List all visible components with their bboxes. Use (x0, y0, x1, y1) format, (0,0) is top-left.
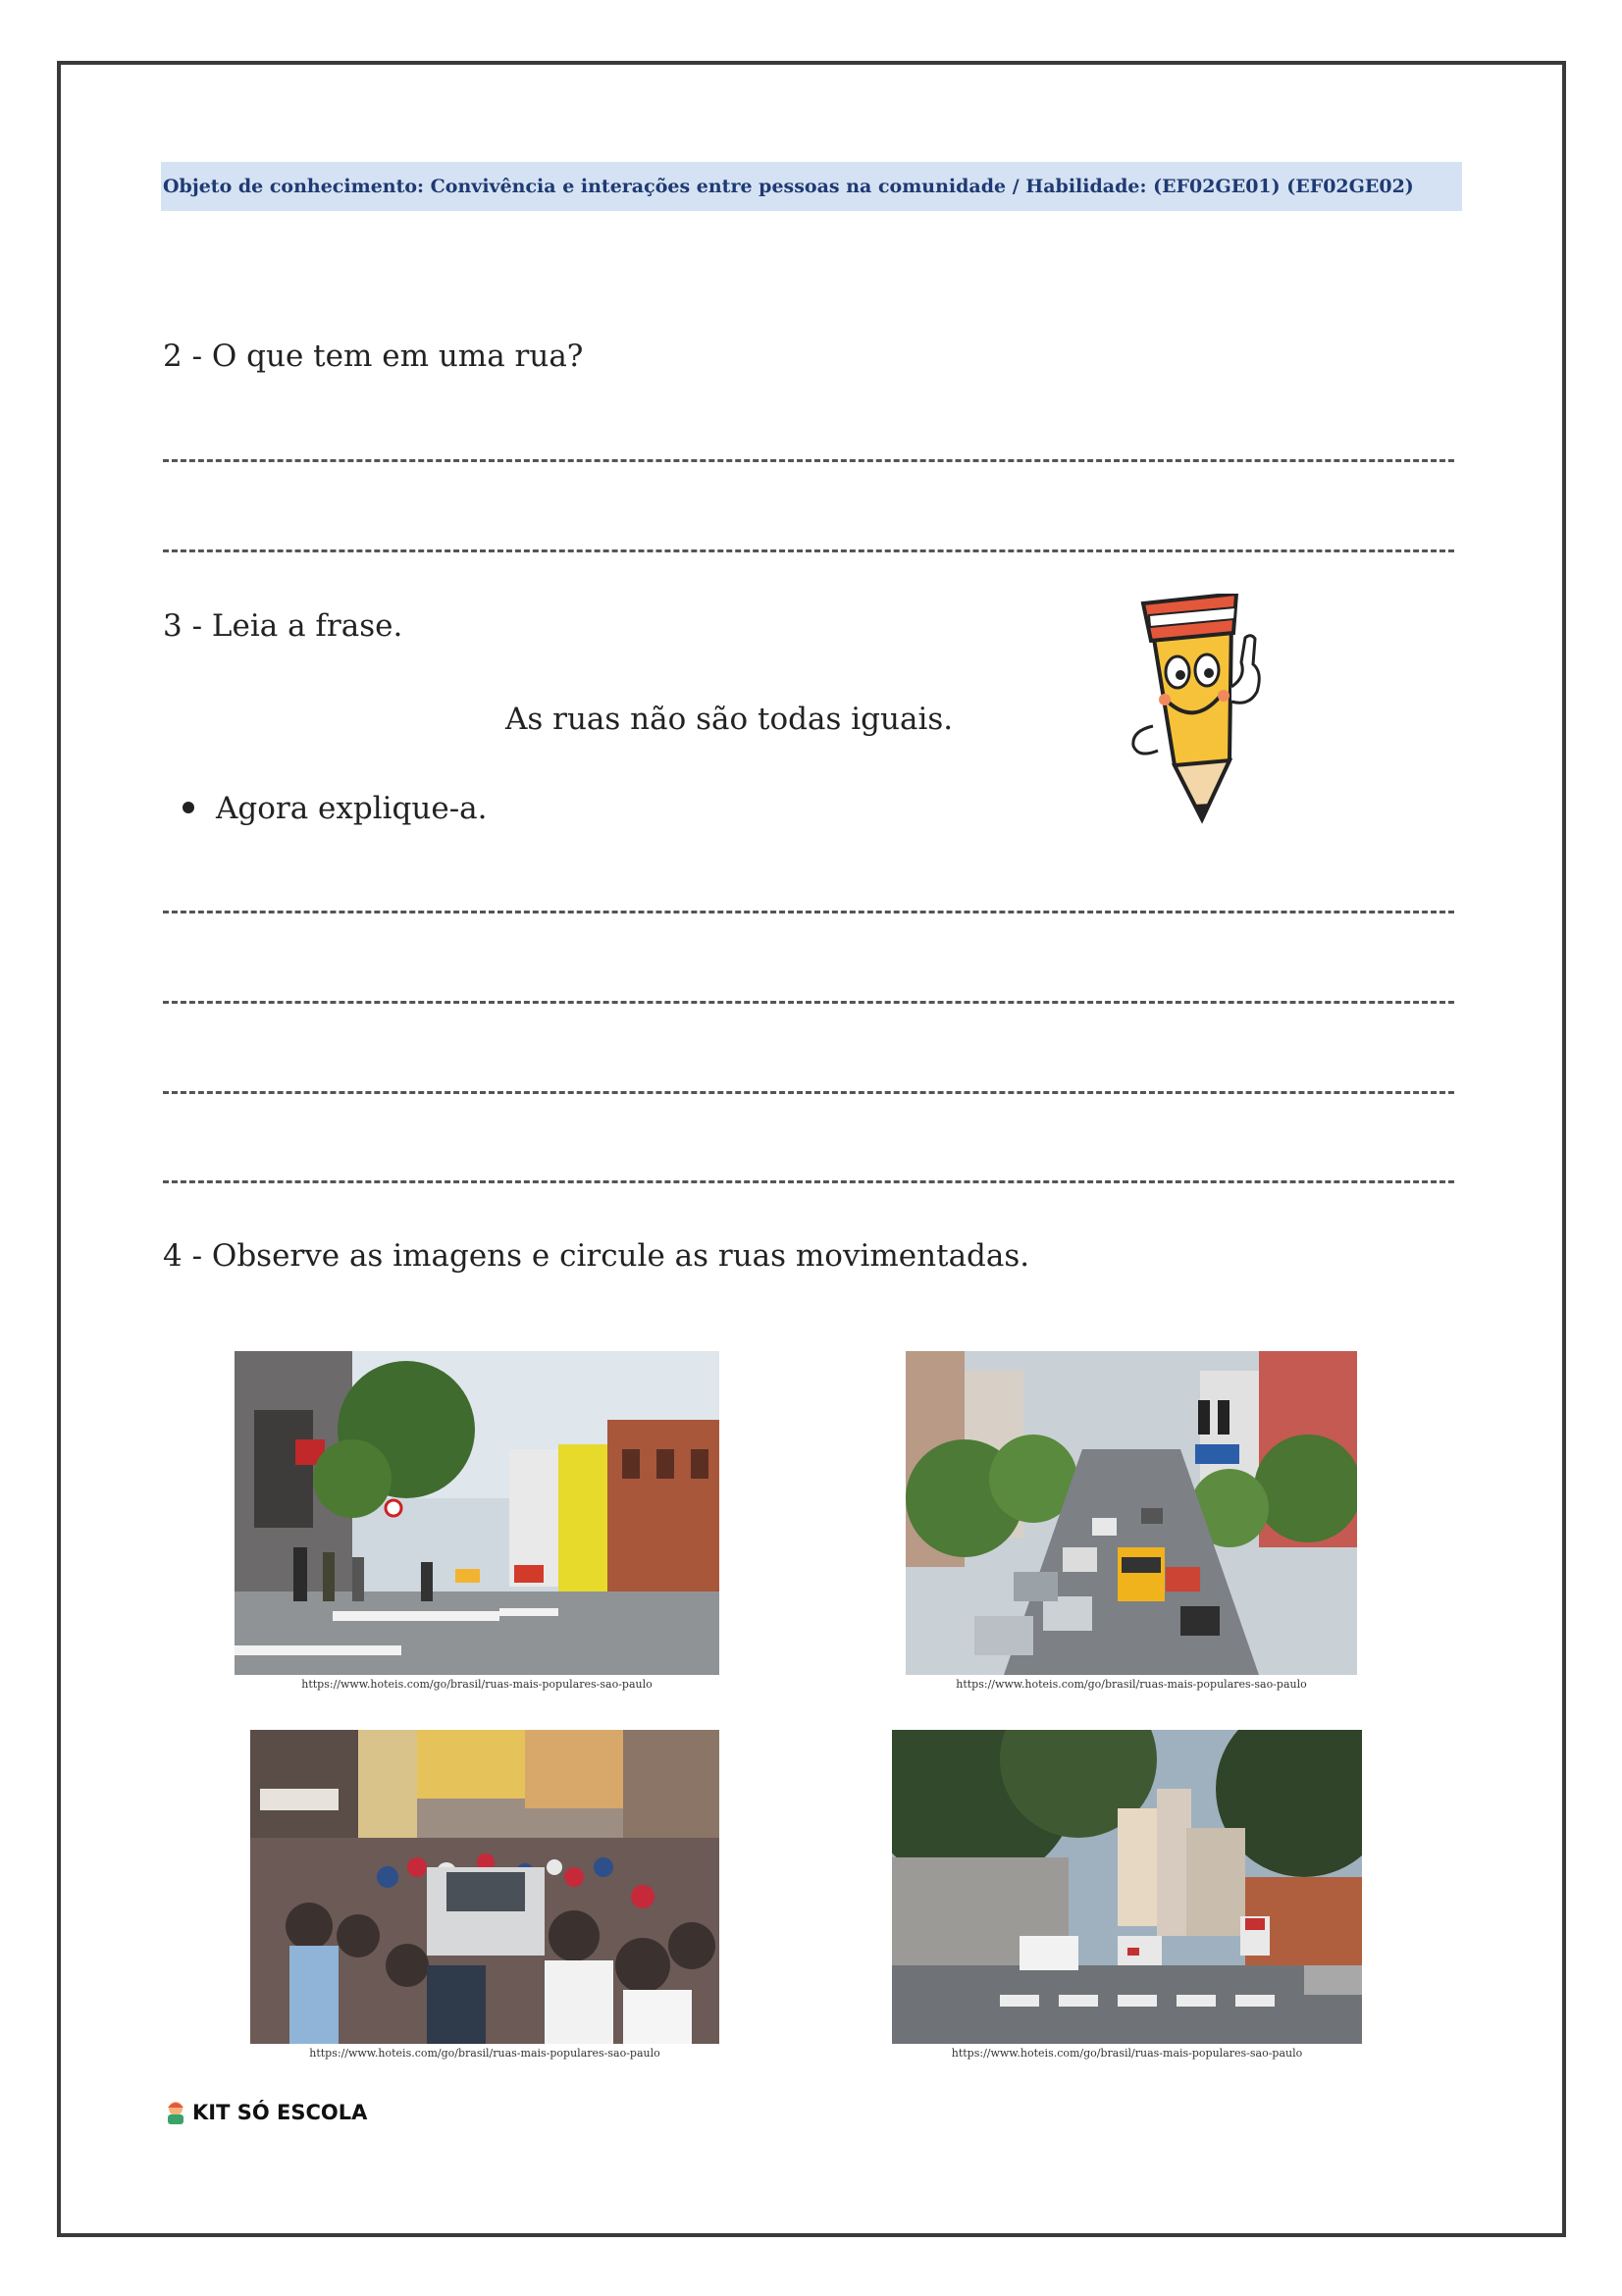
answer-line[interactable] (163, 459, 1454, 462)
answer-line[interactable] (163, 1091, 1454, 1094)
sentence-to-read: As ruas não são todas iguais. (505, 702, 954, 737)
street-photo-crowded-street[interactable] (250, 1730, 719, 2044)
question-3: 3 - Leia a frase. (163, 608, 403, 644)
street-photo-busy-avenue[interactable] (906, 1351, 1357, 1675)
image-source-caption: https://www.hoteis.com/go/brasil/ruas-mais-populares-sao-paulo (951, 2047, 1303, 2060)
answer-line[interactable] (163, 549, 1454, 552)
street-photo-shopping-corner[interactable] (235, 1351, 719, 1675)
question-2: 2 - O que tem em uma rua? (163, 339, 584, 374)
answer-line[interactable] (163, 1001, 1454, 1004)
image-source-caption: https://www.hoteis.com/go/brasil/ruas-mais-populares-sao-paulo (301, 1678, 653, 1691)
brand-logo (163, 2100, 367, 2125)
answer-line[interactable] (163, 911, 1454, 913)
question-4: 4 - Observe as imagens e circule as ruas movimentadas. (163, 1238, 1030, 1274)
curriculum-banner: Objeto de conhecimento: Convivência e interações entre pessoas na comunidade / Habilidade: (EF02GE01) (EF02GE02) (161, 162, 1462, 211)
image-source-caption: https://www.hoteis.com/go/brasil/ruas-mais-populares-sao-paulo (956, 1678, 1307, 1691)
instruction-bullet (183, 791, 488, 826)
pencil-mascot-icon (1114, 594, 1276, 849)
street-photo-quiet-street[interactable] (892, 1730, 1362, 2044)
school-kid-icon (163, 2100, 188, 2125)
instruction-text: Agora explique-a. (216, 791, 488, 826)
image-source-caption: https://www.hoteis.com/go/brasil/ruas-mais-populares-sao-paulo (309, 2047, 660, 2060)
answer-line[interactable] (163, 1180, 1454, 1183)
bullet-icon (183, 802, 194, 813)
brand-name: KIT SÓ ESCOLA (192, 2101, 368, 2124)
